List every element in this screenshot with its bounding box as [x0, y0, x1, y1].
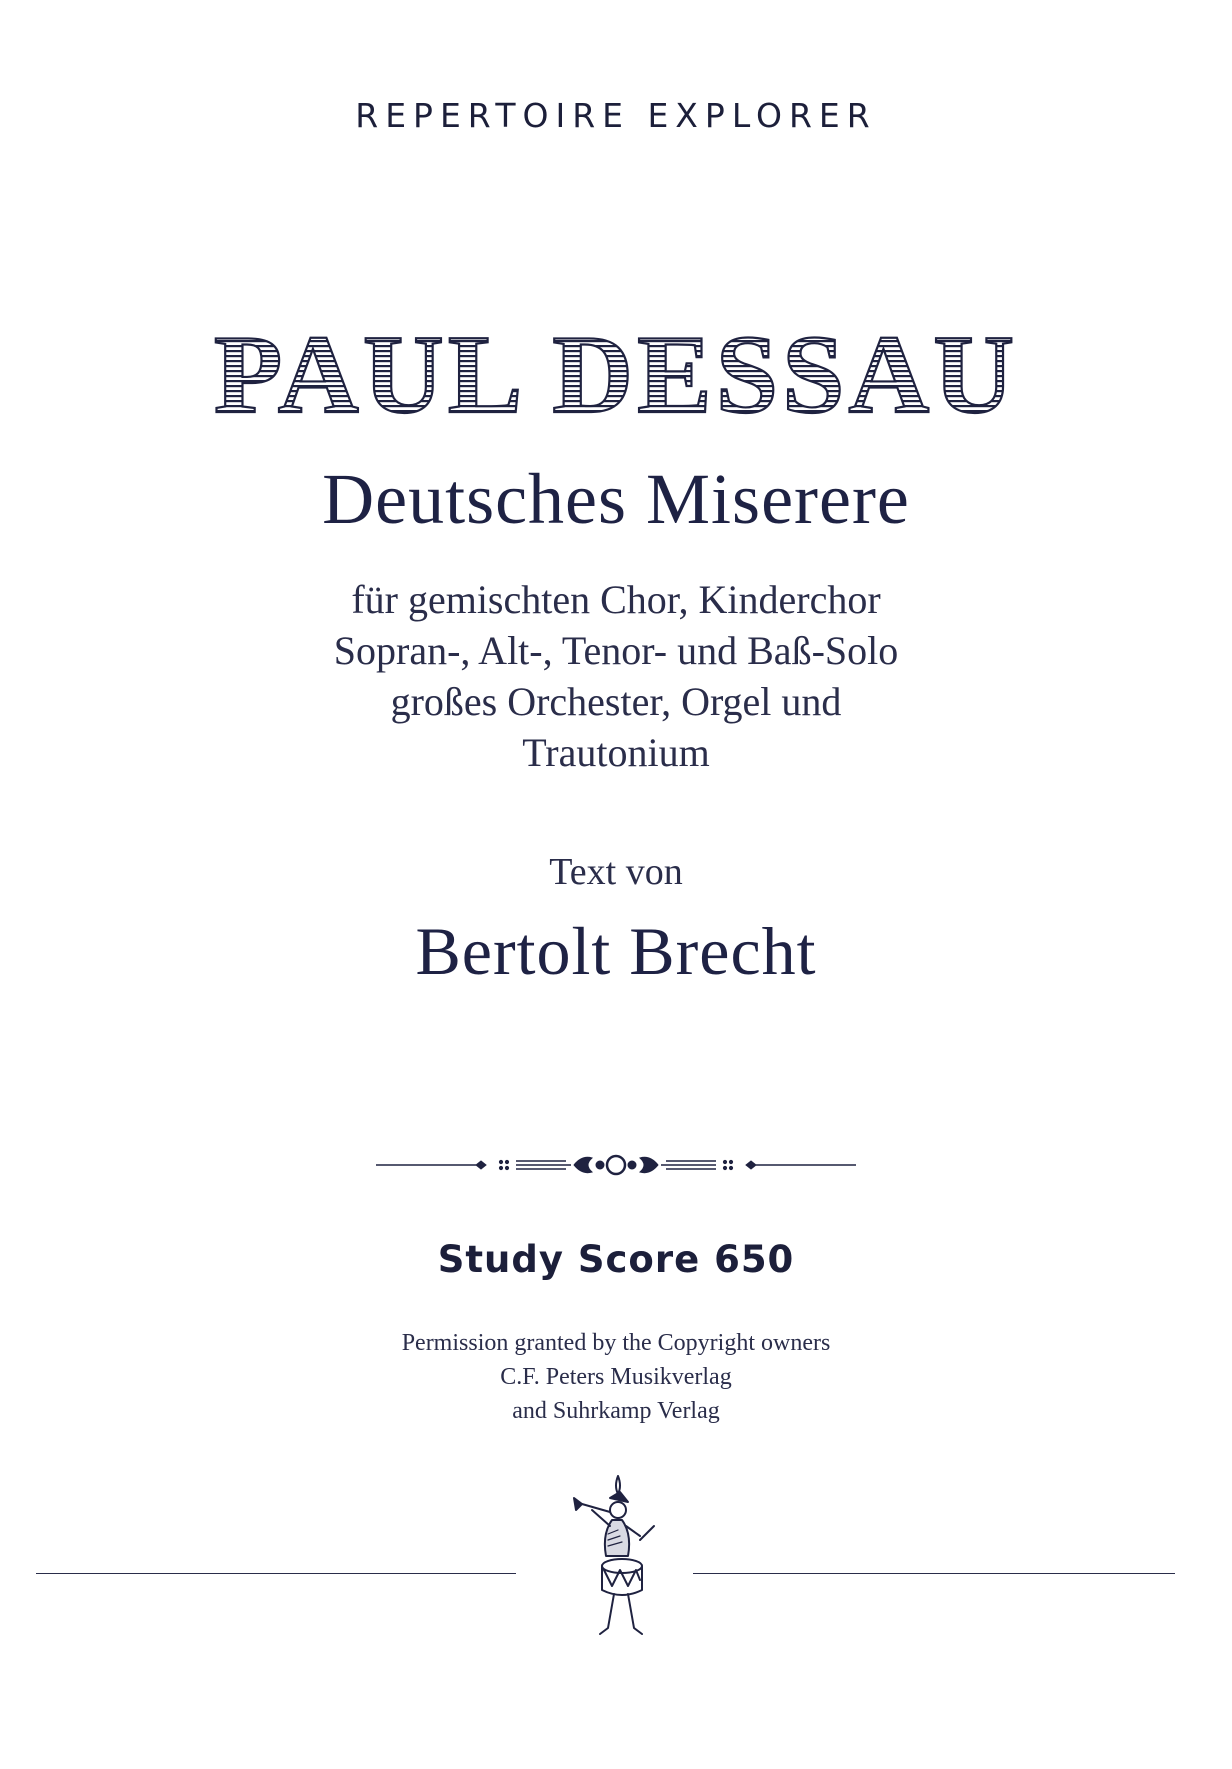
permission-line: C.F. Peters Musikverlag: [500, 1364, 732, 1390]
composer-name: [0, 320, 1232, 430]
scoring-line: für gemischten Chor, Kinderchor: [351, 577, 881, 622]
scoring-line: Trautonium: [522, 730, 710, 775]
composer-name-text: PAUL DESSAU: [213, 320, 1019, 430]
scoring-block: [0, 574, 1232, 778]
permission-line: Permission granted by the Copyright owners: [401, 1330, 831, 1356]
footer-rule-right: [693, 1573, 1175, 1574]
composer-name-engraved: [186, 320, 1046, 430]
footer-rule-left: [36, 1573, 516, 1574]
study-score-label: Study Score 650: [437, 1238, 795, 1281]
ornamental-divider-icon: [0, 1150, 1232, 1180]
text-author: Bertolt Brecht: [415, 913, 817, 989]
permission-notice: [0, 1326, 1232, 1428]
scoring-line: Sopran-, Alt-, Tenor- und Baß-Solo: [333, 628, 899, 673]
scoring-line: großes Orchester, Orgel und: [390, 679, 842, 724]
work-title: Deutsches Miserere: [322, 459, 910, 539]
series-name: REPERTOIRE EXPLORER: [355, 96, 877, 135]
text-by-label: Text von: [549, 851, 683, 893]
drummer-figure-icon: [560, 1474, 670, 1644]
permission-line: and Suhrkamp Verlag: [512, 1398, 720, 1424]
